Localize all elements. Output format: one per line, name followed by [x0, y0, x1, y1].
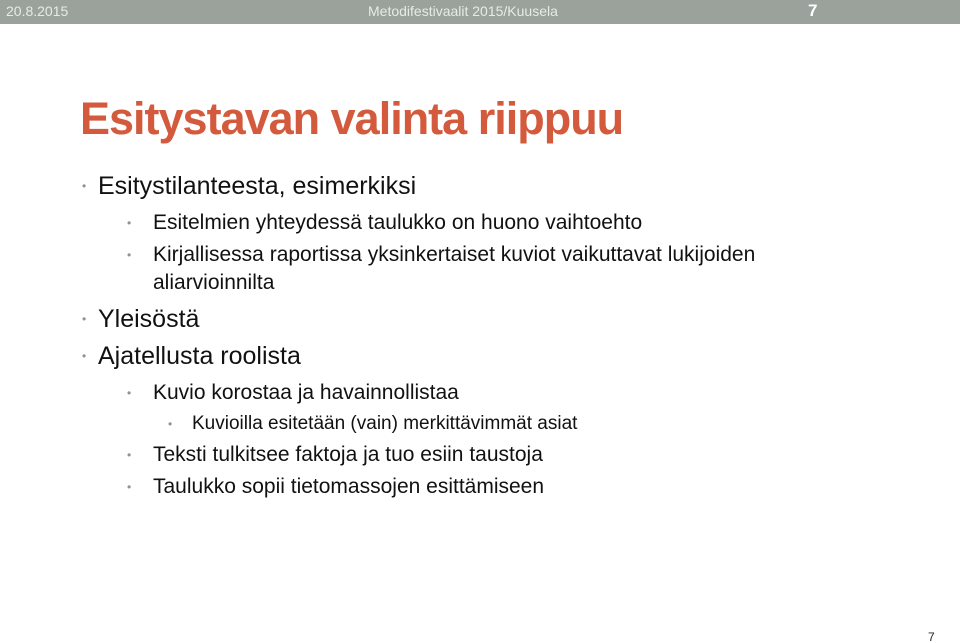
bullet-text: Ajatellusta roolista	[98, 342, 301, 370]
bullet-item	[82, 172, 417, 201]
bullet-dot-icon: •	[82, 312, 87, 326]
bullet-dot-icon: •	[127, 216, 132, 230]
bullet-dot-icon: •	[127, 248, 132, 262]
bullet-dot-icon: •	[127, 386, 132, 400]
bullet-text: Kuvioilla esitetään (vain) merkittävimmät asiat	[192, 413, 578, 434]
slide-title: Esitystavan valinta riippuu	[80, 93, 624, 144]
bullet-text: aliarvioinnilta	[153, 271, 275, 294]
slide-page-number: 7	[808, 1, 818, 20]
bullet-dot-icon: •	[127, 480, 132, 494]
bullet-text: Yleisöstä	[98, 305, 200, 333]
bullet-item	[127, 243, 756, 267]
bullet-dot-icon: •	[82, 349, 87, 363]
bullet-text: Kirjallisessa raportissa yksinkertaiset kuviot vaikuttavat lukijoiden	[153, 243, 756, 266]
slide-footer-text: Metodifestivaalit 2015/Kuusela	[368, 3, 558, 19]
bullet-text: Taulukko sopii tietomassojen esittämiseen	[153, 475, 545, 498]
bullet-text: Esitelmien yhteydessä taulukko on huono vaihtoehto	[153, 211, 643, 234]
bullet-item	[127, 381, 459, 405]
bullet-dot-icon: •	[168, 417, 173, 431]
bullet-item	[168, 413, 578, 435]
bullet-item	[127, 443, 543, 467]
bullet-item	[127, 475, 545, 499]
slide-date: 20.8.2015	[6, 3, 69, 19]
bullet-item	[82, 305, 200, 334]
bullet-continuation	[153, 271, 274, 295]
bullet-item	[82, 342, 301, 371]
bullet-text: Esitystilanteesta, esimerkiksi	[98, 172, 417, 200]
bullet-dot-icon: •	[82, 179, 87, 193]
bullet-text: Teksti tulkitsee faktoja ja tuo esiin taustoja	[153, 443, 543, 466]
bullet-text: Kuvio korostaa ja havainnollistaa	[153, 381, 459, 404]
bullet-dot-icon: •	[127, 448, 132, 462]
bullet-item	[127, 211, 643, 235]
corner-page-number: 7	[928, 630, 935, 643]
